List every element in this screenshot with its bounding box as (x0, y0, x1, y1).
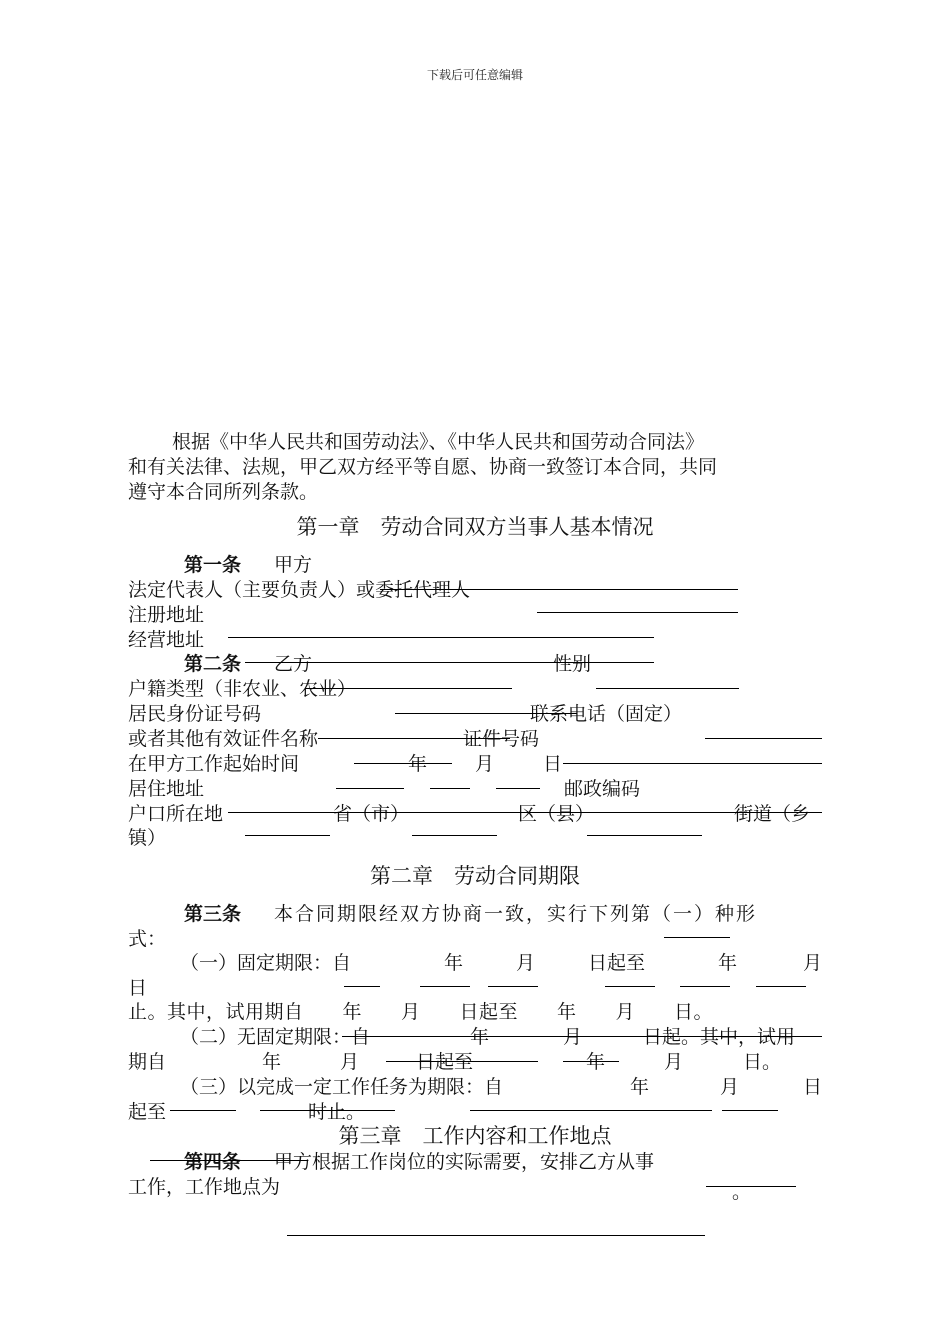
town-label: 镇） (128, 827, 167, 849)
fill-line (537, 612, 738, 613)
fill-line (680, 986, 730, 987)
fill-line (420, 986, 470, 987)
start-year: 年 (408, 753, 428, 775)
chapter-2-title: 第二章 劳动合同期限 (370, 864, 580, 888)
fixed-term-year-2: 年 (718, 952, 738, 974)
fill-line (228, 812, 822, 813)
nonfixed-d: 日起。其中，试用 (643, 1026, 796, 1048)
fill-line (150, 1160, 308, 1161)
nonfixed2-month-2: 月 (664, 1051, 684, 1073)
fill-line (260, 1110, 395, 1111)
chapter-1-title: 第一章 劳动合同双方当事人基本情况 (296, 515, 654, 539)
nonfixed2-until: 日起至 (416, 1051, 474, 1073)
task-year: 年 (630, 1076, 650, 1098)
article-1-label: 第一条 (184, 554, 242, 576)
preamble-line-1: 根据《中华人民共和国劳动法》、《中华人民共和国劳动合同法》 (172, 431, 705, 453)
hukou-label: 户口所在地 (128, 803, 224, 825)
fill-line (170, 1110, 236, 1111)
fill-line (430, 788, 470, 789)
nonfixed-a: （二）无固定期限：自 (180, 1026, 371, 1048)
fixed-term-month: 月 (516, 952, 536, 974)
nonfixed-year: 年 (470, 1026, 490, 1048)
fixed-term-until: 日起至 (588, 952, 646, 974)
fill-line (596, 688, 739, 689)
reg-address-label: 注册地址 (128, 604, 205, 626)
fill-line (705, 738, 822, 739)
fill-line (587, 835, 702, 836)
fill-line (496, 788, 540, 789)
start-time-label: 在甲方工作起始时间 (128, 753, 300, 775)
fixed-term-probation: 止。其中，试用期自 年 月 日起至 年 月 日。 (128, 1001, 714, 1023)
fill-line (354, 763, 452, 764)
nonfixed2-year: 年 (262, 1051, 282, 1073)
fill-line (228, 637, 654, 638)
task-month: 月 (720, 1076, 740, 1098)
chapter-3-title: 第三章 工作内容和工作地点 (338, 1124, 612, 1148)
nonfixed2-day-2: 日。 (743, 1051, 782, 1073)
other-id-label: 或者其他有效证件名称 (128, 728, 319, 750)
fill-line (588, 1036, 638, 1037)
fill-line (395, 713, 577, 714)
fill-line (563, 763, 822, 764)
fill-line (403, 1036, 458, 1037)
fill-line (344, 986, 380, 987)
fill-line (380, 589, 738, 590)
legal-rep-label: 法定代表人（主要负责人）或委托代理人 (128, 579, 471, 601)
fixed-term-month-2: 月 (803, 952, 823, 974)
workplace-period: 。 (732, 1181, 752, 1203)
task-day: 日 (803, 1076, 823, 1098)
biz-address-label: 经营地址 (128, 629, 205, 651)
start-day: 日 (543, 753, 563, 775)
task-a: （三）以完成一定工作任务为期限：自 (180, 1076, 504, 1098)
postcode-label: 邮政编码 (564, 778, 641, 800)
id-no-label: 证件号码 (463, 728, 540, 750)
header-note: 下载后可任意编辑 (426, 68, 523, 82)
preamble-line-3: 遵守本合同所列条款。 (128, 481, 319, 503)
district-label: 区（县） (518, 803, 595, 825)
fill-line (722, 1110, 778, 1111)
article-2-label: 第二条 (184, 653, 242, 675)
nonfixed2-a: 期自 (128, 1051, 167, 1073)
fill-line (664, 937, 730, 938)
fill-line (245, 662, 654, 663)
fixed-term-year: 年 (444, 952, 464, 974)
gender-label: 性别 (553, 653, 592, 675)
task2-b: 时止。 (308, 1101, 366, 1123)
residence-label: 居住地址 (128, 778, 205, 800)
article-4-text: 甲方根据工作岗位的实际需要，安排乙方从事 (274, 1151, 655, 1173)
article-3-label: 第三条 (184, 903, 242, 925)
article-3-cont: 式： (128, 928, 167, 950)
fill-line (386, 1061, 538, 1062)
nonfixed2-year-2: 年 (586, 1051, 606, 1073)
street-label: 街道（乡 (734, 803, 811, 825)
fill-line (563, 1061, 619, 1062)
party-a-label: 甲方 (274, 554, 313, 576)
household-type-label: 户籍类型（非农业、农业） (128, 678, 357, 700)
fill-line (245, 835, 330, 836)
fill-line (336, 788, 404, 789)
fill-line (605, 986, 655, 987)
preamble-line-2: 和有关法律、法规，甲乙双方经平等自愿、协商一致签订本合同，共同 (128, 456, 718, 478)
fixed-term-day: 日 (128, 977, 148, 999)
nonfixed2-month: 月 (340, 1051, 360, 1073)
fill-line (412, 835, 497, 836)
fixed-term-a: （一）固定期限：自 (180, 952, 352, 974)
fill-line (305, 688, 512, 689)
article-4-label: 第四条 (184, 1151, 242, 1173)
task2-a: 起至 (128, 1101, 167, 1123)
fill-line (318, 738, 510, 739)
fill-line (756, 986, 806, 987)
nonfixed-month: 月 (563, 1026, 583, 1048)
province-label: 省（市） (333, 803, 410, 825)
party-b-label: 乙方 (274, 653, 313, 675)
id-number-label: 居民身份证号码 (128, 703, 262, 725)
phone-label: 联系电话（固定） (530, 703, 683, 725)
workplace-label: 工作，工作地点为 (128, 1176, 281, 1198)
fill-line (488, 986, 538, 987)
article-3-text: 本合同期限经双方协商一致，实行下列第（一）种形 (274, 903, 758, 925)
start-month: 月 (475, 753, 495, 775)
fill-line (470, 1110, 712, 1111)
fill-line (287, 1235, 705, 1236)
